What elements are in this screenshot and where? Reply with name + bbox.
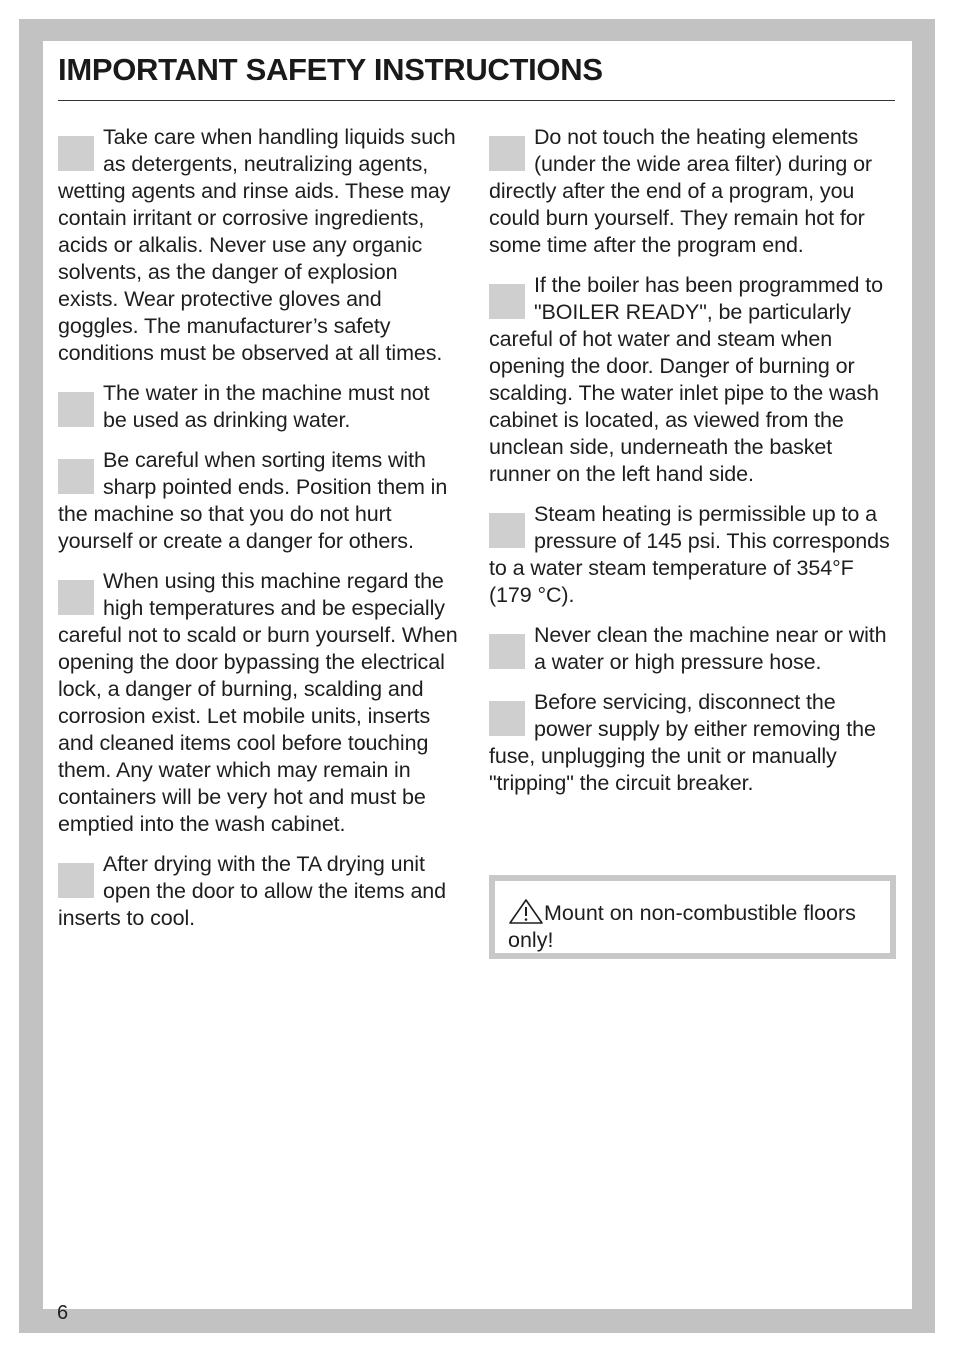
title-divider: [58, 100, 895, 101]
bullet-square-icon: [58, 580, 94, 615]
safety-item: Be careful when sorting items with sharp pointed ends. Position them in the machine so that you do not hurt yourself or create a danger for others.: [58, 448, 448, 553]
safety-item: After drying with the TA drying unit open the door to allow the items and inserts to cool.: [58, 852, 447, 930]
page-number: 6: [57, 1302, 69, 1324]
warning-content: [495, 881, 890, 953]
bullet-square-icon: [58, 459, 94, 494]
bullet-square-icon: [58, 863, 94, 898]
safety-item: Steam heating is permissible up to a pressure of 145 psi. This corresponds to a water steam temperature of 354°F (179 °C).: [489, 502, 890, 607]
warning-triangle-icon: [508, 898, 544, 925]
bullet-square-icon: [489, 701, 525, 736]
safety-item: Never clean the machine near or with a water or high pressure hose.: [489, 622, 897, 676]
bullet-square-icon: [489, 136, 525, 171]
bullet-square-icon: [58, 392, 94, 427]
safety-item: When using this machine regard the high temperatures and be especially careful not to scald or burn yourself. When opening the door bypassing the electrical lock, a danger of burning, scalding and corrosion exist. Let mobile units, inserts and cleaned items cool before touching them. Any water which may remain in containers will be very hot and must be emptied into the wash cabinet.: [58, 569, 458, 836]
bullet-square-icon: [58, 136, 94, 171]
safety-item: The water in the machine must not be used as drinking water.: [58, 380, 458, 434]
bullet-square-icon: [489, 284, 525, 319]
bullet-square-icon: [489, 634, 525, 669]
safety-item: Do not touch the heating elements (under the wide area filter) during or directly after the end of a program, you could burn yourself. They remain hot for some time after the program end.: [489, 125, 872, 257]
safety-item: If the boiler has been programmed to "BOILER READY", be particularly careful of hot water and steam when opening the door. Danger of burning or scalding. The water inlet pipe to the wash cabinet is located, as viewed from the unclean side, underneath the basket runner on the left hand side.: [489, 273, 883, 486]
right-column: [489, 124, 897, 810]
safety-item: Before servicing, disconnect the power supply by either removing the fuse, unplugging the unit or manually "tripping" the circuit breaker.: [489, 690, 876, 795]
bullet-square-icon: [489, 513, 525, 548]
left-column: [58, 124, 458, 945]
warning-box: [489, 875, 896, 959]
safety-item: Take care when handling liquids such as detergents, neutralizing agents, wetting agents and rinse aids. These may contain irritant or corrosive ingredients, acids or alkalis. Never use any organic solvents, as the danger of explosion exists. Wear protective gloves and goggles. The manufacturer’s safety conditions must be observed at all times.: [58, 125, 456, 365]
warning-text: Mount on non-combustible floors only!: [508, 901, 856, 952]
page-title: IMPORTANT SAFETY INSTRUCTIONS: [58, 52, 603, 87]
